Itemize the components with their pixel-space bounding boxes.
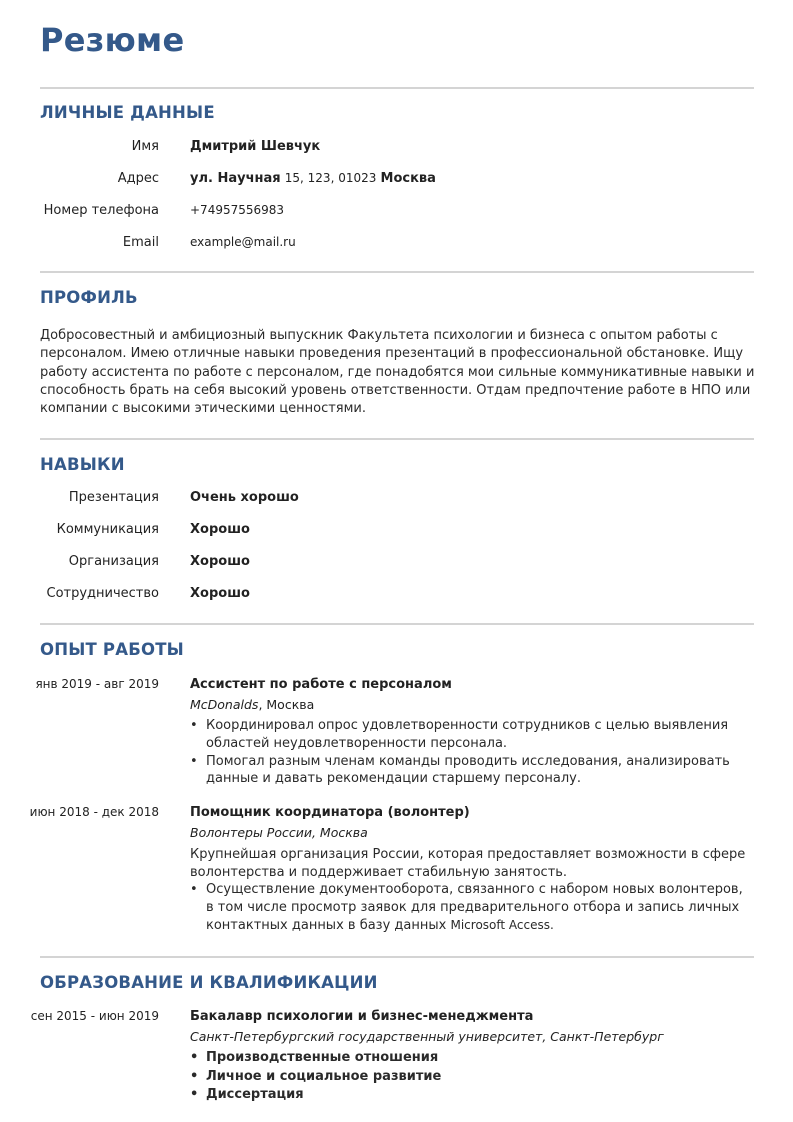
employer-city: , Москва xyxy=(311,825,368,840)
address-label: Адрес xyxy=(117,171,159,186)
job-description: Крупнейшая организация России, которая предоставляет возможности в сфере волонтерства и поддерживает стабильную занятость. xyxy=(190,847,746,880)
list-item: • Координировал опрос удовлетворенности сотрудников с целью выявления областей неудовлетворенности персонала. xyxy=(190,718,729,751)
profile-heading: ПРОФИЛЬ xyxy=(40,288,138,307)
job-title: Ассистент по работе с персоналом xyxy=(190,677,452,692)
institution: Санкт-Петербургский государственный университет, Санкт-Петербург xyxy=(190,1029,664,1044)
address-street: ул. Научная xyxy=(190,171,281,186)
employer-city: , Москва xyxy=(258,697,315,712)
skill-name: Сотрудничество xyxy=(46,586,159,601)
email-label: Email xyxy=(122,235,159,250)
section-divider xyxy=(40,623,754,625)
skill-row xyxy=(0,490,793,512)
list-item: • Производственные отношения xyxy=(190,1050,439,1065)
skill-name: Организация xyxy=(68,554,159,569)
job-dates: июн 2018 - дек 2018 xyxy=(29,805,159,819)
job-dates: янв 2019 - авг 2019 xyxy=(35,677,159,691)
phone-row xyxy=(0,203,793,225)
employer-name: Волонтеры России xyxy=(190,825,312,840)
personal-data-heading: ЛИЧНЫЕ ДАННЫЕ xyxy=(40,103,215,122)
skill-name: Коммуникация xyxy=(56,522,159,537)
skill-row xyxy=(0,554,793,576)
education-heading: ОБРАЗОВАНИЕ И КВАЛИФИКАЦИИ xyxy=(40,973,378,992)
skill-row xyxy=(0,586,793,608)
skill-level: Хорошо xyxy=(190,554,250,569)
degree-title: Бакалавр психологии и бизнес-менеджмента xyxy=(190,1009,534,1024)
list-item: • Помогал разным членам команды проводить исследования, анализировать данные и давать рекомендации старшему персоналу. xyxy=(190,753,730,787)
job-title: Помощник координатора (волонтер) xyxy=(190,805,470,820)
list-item: • Диссертация xyxy=(190,1087,304,1102)
job-employer xyxy=(190,825,368,840)
address-value xyxy=(190,171,436,186)
document-title: Резюме xyxy=(40,21,185,59)
job-bullets xyxy=(190,881,750,934)
job-employer xyxy=(190,697,314,712)
list-item: • Осуществление документооборота, связанного с набором новых волонтеров, в том числе просмотр заявок для предварительного отбора и запись личных контактных данных в базу данных Microsoft Access. xyxy=(190,882,743,933)
email-row xyxy=(0,235,793,257)
section-divider xyxy=(40,271,754,273)
profile-text: Добросовестный и амбициозный выпускник Факультета психологии и бизнеса с опытом работы с персоналом. Имею отличные навыки проведения презентаций в профессиональной обстановке. Ищу работу ассистента по работе с персоналом, где понадобятся мои сильные коммуникативные навыки и способность брать на себя высокий уровень ответственности. Отдам предпочтение работе в НПО или компании с высокими этическими ценностями. xyxy=(40,328,755,417)
email-value: example@mail.ru xyxy=(190,235,296,249)
list-item: • Личное и социальное развитие xyxy=(190,1068,442,1084)
skill-level: Хорошо xyxy=(190,586,250,601)
software-name: Microsoft Access. xyxy=(450,917,554,932)
address-numbers: 15, 123, 01023 xyxy=(284,171,377,185)
name-row xyxy=(0,139,793,161)
name-value: Дмитрий Шевчук xyxy=(190,139,321,154)
section-divider xyxy=(40,438,754,440)
experience-heading: ОПЫТ РАБОТЫ xyxy=(40,640,184,659)
job-bullets xyxy=(190,717,750,788)
education-dates: сен 2015 - июн 2019 xyxy=(30,1009,159,1023)
phone-value: +74957556983 xyxy=(190,203,285,217)
skills-heading: НАВЫКИ xyxy=(40,455,125,474)
address-row xyxy=(0,171,793,193)
skill-row xyxy=(0,522,793,544)
section-divider xyxy=(40,87,754,89)
skill-level: Хорошо xyxy=(190,522,250,537)
skill-name: Презентация xyxy=(68,490,159,505)
module-list xyxy=(190,1049,750,1105)
employer-name: McDonalds xyxy=(190,697,259,712)
phone-label: Номер телефона xyxy=(43,203,159,218)
skill-level: Очень хорошо xyxy=(190,490,299,505)
section-divider xyxy=(40,956,754,958)
address-city: Москва xyxy=(380,171,436,186)
name-label: Имя xyxy=(131,139,159,154)
